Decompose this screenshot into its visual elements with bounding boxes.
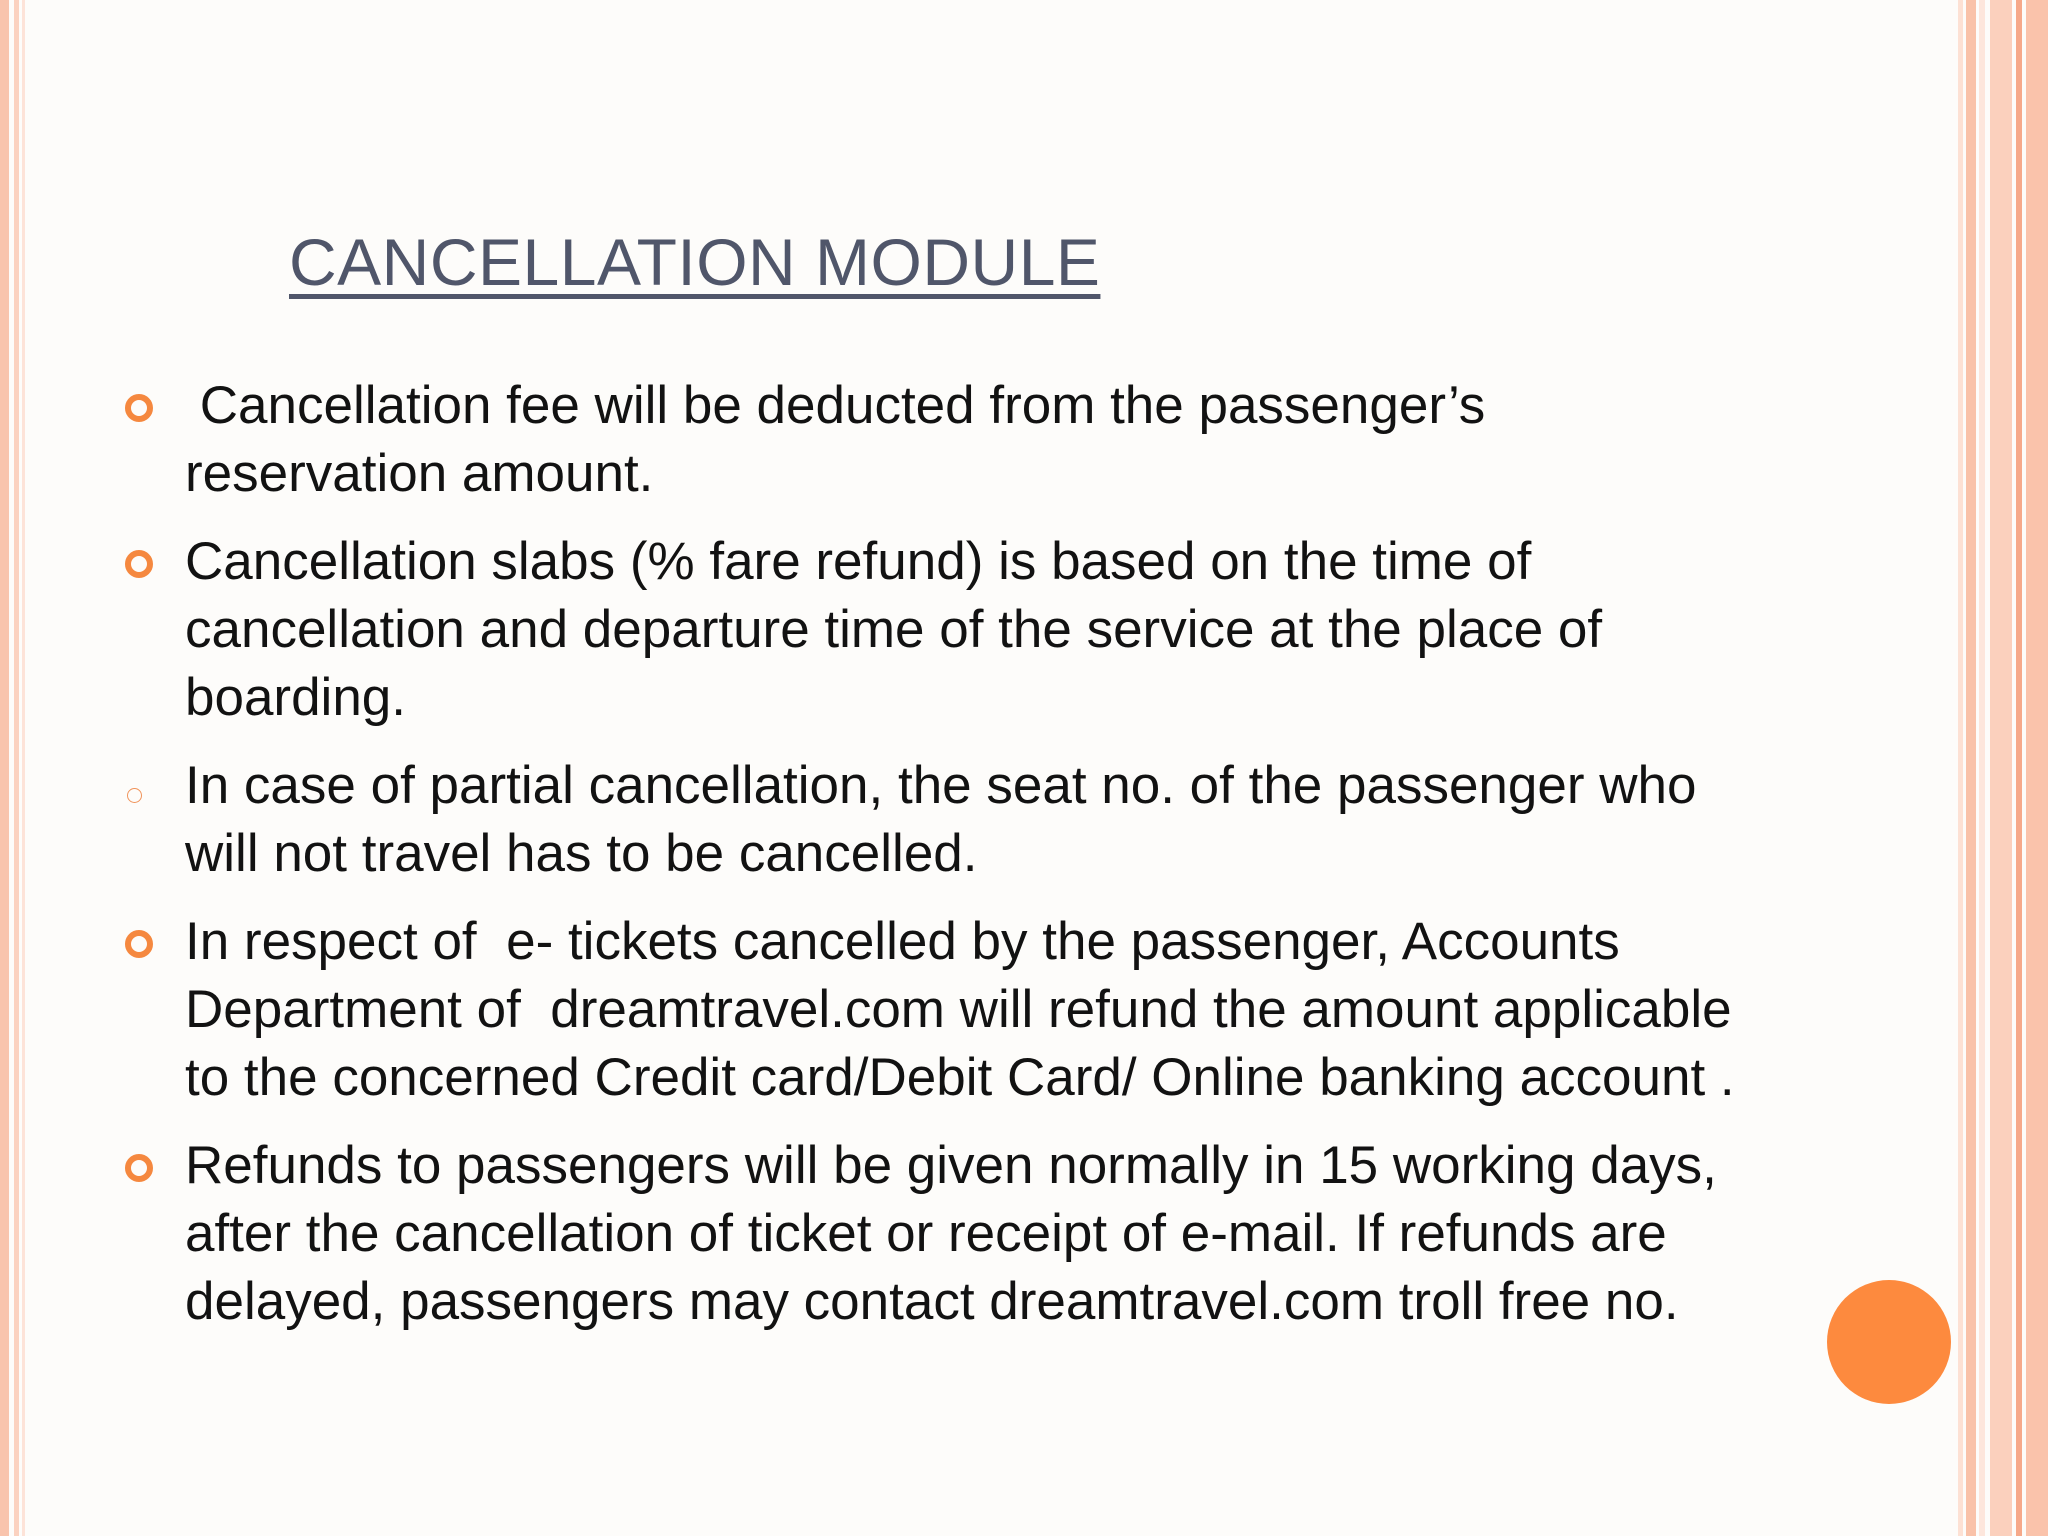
bullet-item — [185, 1132, 1745, 1336]
right-border-stripe — [1958, 0, 1963, 1536]
bullet-text: Cancellation slabs (% fare refund) is based on the time of cancellation and departure time of the service at the place of boarding. — [185, 532, 1603, 727]
left-border-stripe — [0, 0, 9, 1536]
right-border-stripe — [1979, 0, 1985, 1536]
bullet-text: In respect of e- tickets cancelled by the passenger, Accounts Department of dreamtravel.com will refund the amount applicable to the concerned Credit card/Debit Card/ Online banking account . — [185, 912, 1747, 1107]
hollow-circle-bullet-icon — [125, 930, 153, 958]
bullet-item — [185, 752, 1745, 888]
small-hollow-circle-bullet-icon — [127, 788, 142, 803]
decorative-orange-circle — [1827, 1280, 1951, 1404]
bullet-text: Refunds to passengers will be given normally in 15 working days, after the cancellation of ticket or receipt of e-mail. If refunds are delayed, passengers may contact dreamtravel.com troll free no. — [185, 1136, 1717, 1331]
hollow-circle-bullet-icon — [125, 394, 153, 422]
hollow-circle-bullet-icon — [125, 550, 153, 578]
bullet-item — [185, 908, 1745, 1112]
hollow-circle-bullet-icon — [125, 1154, 153, 1182]
bullet-item — [185, 372, 1745, 508]
left-border-stripe — [22, 0, 25, 1536]
bullet-item — [185, 528, 1745, 732]
left-border-stripe — [14, 0, 19, 1536]
right-border-stripe — [2026, 0, 2048, 1536]
right-border-stripe — [2016, 0, 2022, 1536]
slide-title: CANCELLATION MODULE — [289, 225, 1101, 299]
bullet-text: In case of partial cancellation, the seat no. of the passenger who will not travel has to be cancelled. — [185, 756, 1697, 883]
right-border-stripe — [1966, 0, 1976, 1536]
right-border-stripe — [1990, 0, 2012, 1536]
bullet-list — [185, 372, 1745, 1356]
bullet-text: Cancellation fee will be deducted from the passenger’s reservation amount. — [185, 376, 1501, 503]
